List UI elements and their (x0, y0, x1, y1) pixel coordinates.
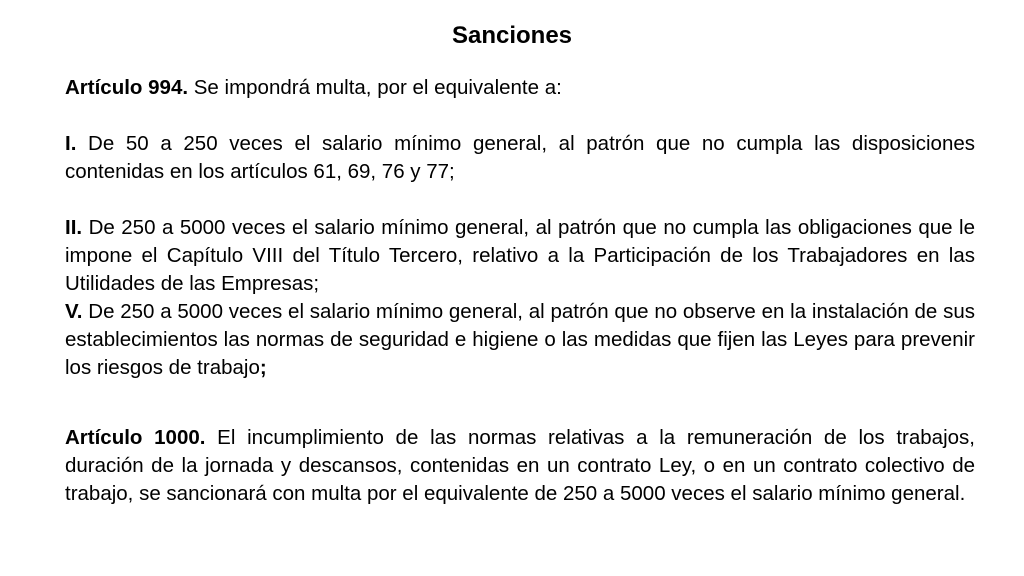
article-1000 (65, 424, 975, 508)
article-1000-label: Artículo 1000. (65, 426, 206, 449)
article-994-text: Se impondrá multa, por el equivalente a: (188, 76, 562, 99)
article-1000-text: El incumplimiento de las normas relativas a la remuneración de los trabajos, duración de la jornada y descansos, contenidas en un contrato Ley, o en un contrato colectivo de trabajo, se sancionará con multa por el equivalente de 250 a 5000 veces el salario mínimo general. (65, 426, 975, 505)
fraction-ii (65, 214, 975, 298)
page-title: Sanciones (451, 22, 573, 49)
fraction-ii-label: II. (65, 216, 83, 239)
fraction-v-label: V. (65, 300, 83, 323)
fraction-v (65, 298, 975, 382)
fraction-ii-text: De 250 a 5000 veces el salario mínimo general, al patrón que no cumpla las obligaciones que le impone el Capítulo VIII del Título Tercero, relativo a la Participación de los Trabajadores en las Utilidades de las Empresas; (65, 216, 975, 295)
fraction-v-text: De 250 a 5000 veces el salario mínimo general, al patrón que no observe en la instalación de sus establecimientos las normas de seguridad e higiene o las medidas que fijen las Leyes para prevenir los riesgos de trabajo (65, 300, 975, 379)
document-body (65, 74, 975, 508)
article-994-label: Artículo 994. (65, 76, 189, 99)
fraction-i-text: De 50 a 250 veces el salario mínimo general, al patrón que no cumpla las disposiciones contenidas en los artículos 61, 69, 76 y 77; (65, 132, 975, 183)
fraction-i-label: I. (65, 132, 77, 155)
fraction-i (65, 130, 975, 186)
fraction-v-end: ; (259, 356, 267, 379)
article-994 (65, 74, 975, 102)
